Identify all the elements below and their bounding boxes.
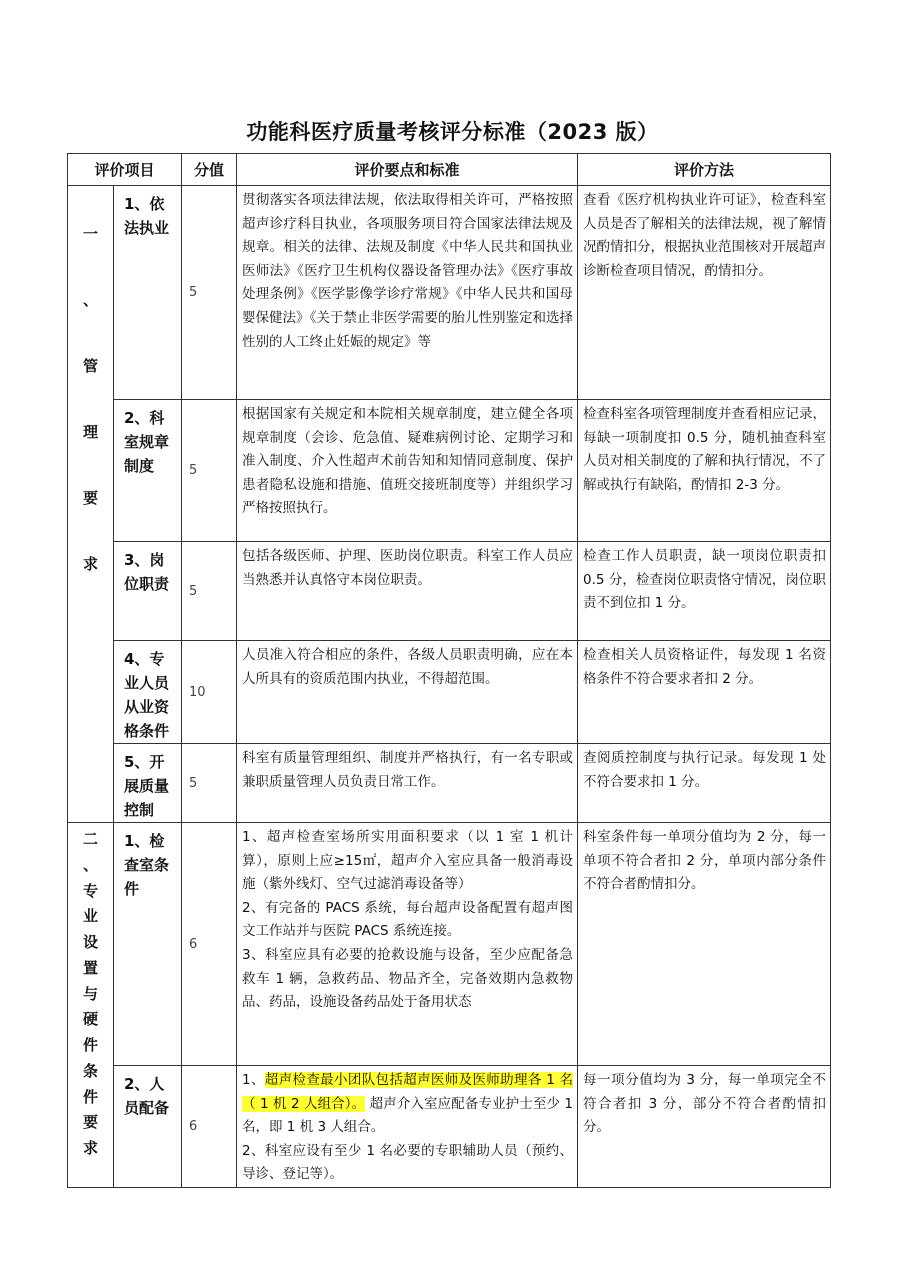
method-text: 每一项分值均为 3 分，每一单项完全不符合者扣 3 分，部分不符合者酌情扣分。 bbox=[578, 1066, 831, 1188]
standard-rest: 超声介入室应配备专业护士至少 1 名，即 1 机 3 人组合。 bbox=[242, 1095, 574, 1136]
method-text: 检查相关人员资格证件，每发现 1 名资格条件不符合要求者扣 2 分。 bbox=[578, 641, 831, 744]
score-value: 5 bbox=[182, 186, 237, 400]
standard-line bbox=[242, 1069, 573, 1140]
score-value: 5 bbox=[182, 400, 237, 542]
table-row bbox=[68, 744, 831, 823]
standard-text bbox=[237, 823, 578, 1066]
standard-text bbox=[237, 1066, 578, 1188]
item-label: 2、人员配备 bbox=[114, 1066, 182, 1188]
header-method: 评价方法 bbox=[578, 154, 831, 186]
score-value: 5 bbox=[182, 542, 237, 641]
standard-text: 科室有质量管理组织、制度并严格执行，有一名专职或兼职质量管理人员负责日常工作。 bbox=[237, 744, 578, 823]
category-hardware bbox=[68, 823, 114, 1188]
page-title: 功能科医疗质量考核评分标准（2023 版） bbox=[246, 120, 659, 144]
header-standard: 评价要点和标准 bbox=[237, 154, 578, 186]
method-text: 科室条件每一单项分值均为 2 分，每一单项不符合者扣 2 分，单项内部分条件不符合者酌情扣分。 bbox=[578, 823, 831, 1066]
table-header-row bbox=[68, 154, 831, 186]
table-row bbox=[68, 823, 831, 1066]
category-label: 二 、 专 业 设 置 与 硬 件 条 件 要 求 bbox=[82, 830, 98, 1158]
item-label: 1、依法执业 bbox=[114, 186, 182, 400]
table-row bbox=[68, 186, 831, 400]
standard-line: 2、有完备的 PACS 系统，每台超声设备配置有超声图文工作站并与医院 PACS 系统连接。 bbox=[242, 899, 574, 940]
header-item: 评价项目 bbox=[68, 154, 182, 186]
score-value: 5 bbox=[182, 744, 237, 823]
standard-text: 根据国家有关规定和本院相关规章制度，建立健全各项规章制度（会诊、危急值、疑难病例讨论、定期学习和准入制度、介入性超声术前告知和知情同意制度、保护患者隐私设施和措施、值班交接班制度等）并组织学习严格按照执行。 bbox=[237, 400, 578, 542]
category-management bbox=[68, 186, 114, 823]
item-label: 1、检查室条件 bbox=[114, 823, 182, 1066]
table-row bbox=[68, 542, 831, 641]
score-value: 6 bbox=[182, 823, 237, 1066]
category-label: 一 、 管 理 要 求 bbox=[82, 225, 98, 573]
method-text: 查看《医疗机构执业许可证》，检查科室人员是否了解相关的法律法规，视了解情况酌情扣分，根据执业范围核对开展超声诊断检查项目情况，酌情扣分。 bbox=[578, 186, 831, 400]
method-text: 检查科室各项管理制度并查看相应记录，每缺一项制度扣 0.5 分，随机抽查科室人员对相关制度的了解和执行情况，不了解或执行有缺陷，酌情扣 2-3 分。 bbox=[578, 400, 831, 542]
score-value: 10 bbox=[182, 641, 237, 744]
standard-line: 3、科室应具有必要的抢救设施与设备，至少应配备急救车 1 辆，急救药品、物品齐全，完备效期内急救物品、药品，设施设备药品处于备用状态 bbox=[242, 946, 574, 1011]
method-text: 检查工作人员职责，缺一项岗位职责扣 0.5 分，检查岗位职责恪守情况，岗位职责不到位扣 1 分。 bbox=[578, 542, 831, 641]
item-label: 2、科室规章制度 bbox=[114, 400, 182, 542]
table-row bbox=[68, 641, 831, 744]
item-label: 5、开展质量控制 bbox=[114, 744, 182, 823]
method-text: 查阅质控制度与执行记录。每发现 1 处不符合要求扣 1 分。 bbox=[578, 744, 831, 823]
score-value: 6 bbox=[182, 1066, 237, 1188]
standard-line: 2、科室应设有至少 1 名必要的专职辅助人员（预约、导诊、登记等）。 bbox=[242, 1142, 574, 1183]
table-row bbox=[68, 1066, 831, 1188]
item-label: 4、专业人员从业资格条件 bbox=[114, 641, 182, 744]
standard-line: 1、超声检查室场所实用面积要求（以 1 室 1 机计算），原则上应≥15㎡，超声介入室应具备一般消毒设施（紫外线灯、空气过滤消毒设备等） bbox=[242, 829, 574, 893]
standard-text: 包括各级医师、护理、医助岗位职责。科室工作人员应当熟悉并认真恪守本岗位职责。 bbox=[237, 542, 578, 641]
standard-text: 贯彻落实各项法律法规，依法取得相关许可，严格按照超声诊疗科目执业，各项服务项目符合国家法律法规及规章。相关的法律、法规及制度《中华人民共和国执业医师法》《医疗卫生机构仪器设备管理办法》《医疗事故处理条例》《医学影像学诊疗常规》《中华人民共和国母婴保健法》《关于禁止非医学需要的胎儿性别鉴定和选择性别的人工终止妊娠的规定》等 bbox=[237, 186, 578, 400]
standard-text: 人员准入符合相应的条件，各级人员职责明确，应在本人所具有的资质范围内执业，不得超范围。 bbox=[237, 641, 578, 744]
scoring-table bbox=[67, 153, 831, 1188]
header-score: 分值 bbox=[182, 154, 237, 186]
standard-prefix: 1、 bbox=[242, 1072, 265, 1088]
item-label: 3、岗位职责 bbox=[114, 542, 182, 641]
highlighted-text: 超声检查最小团队包括超声医师及医师助理各 1 名（ 1 机 2 人组合）。 bbox=[242, 1072, 574, 1112]
table-row bbox=[68, 400, 831, 542]
